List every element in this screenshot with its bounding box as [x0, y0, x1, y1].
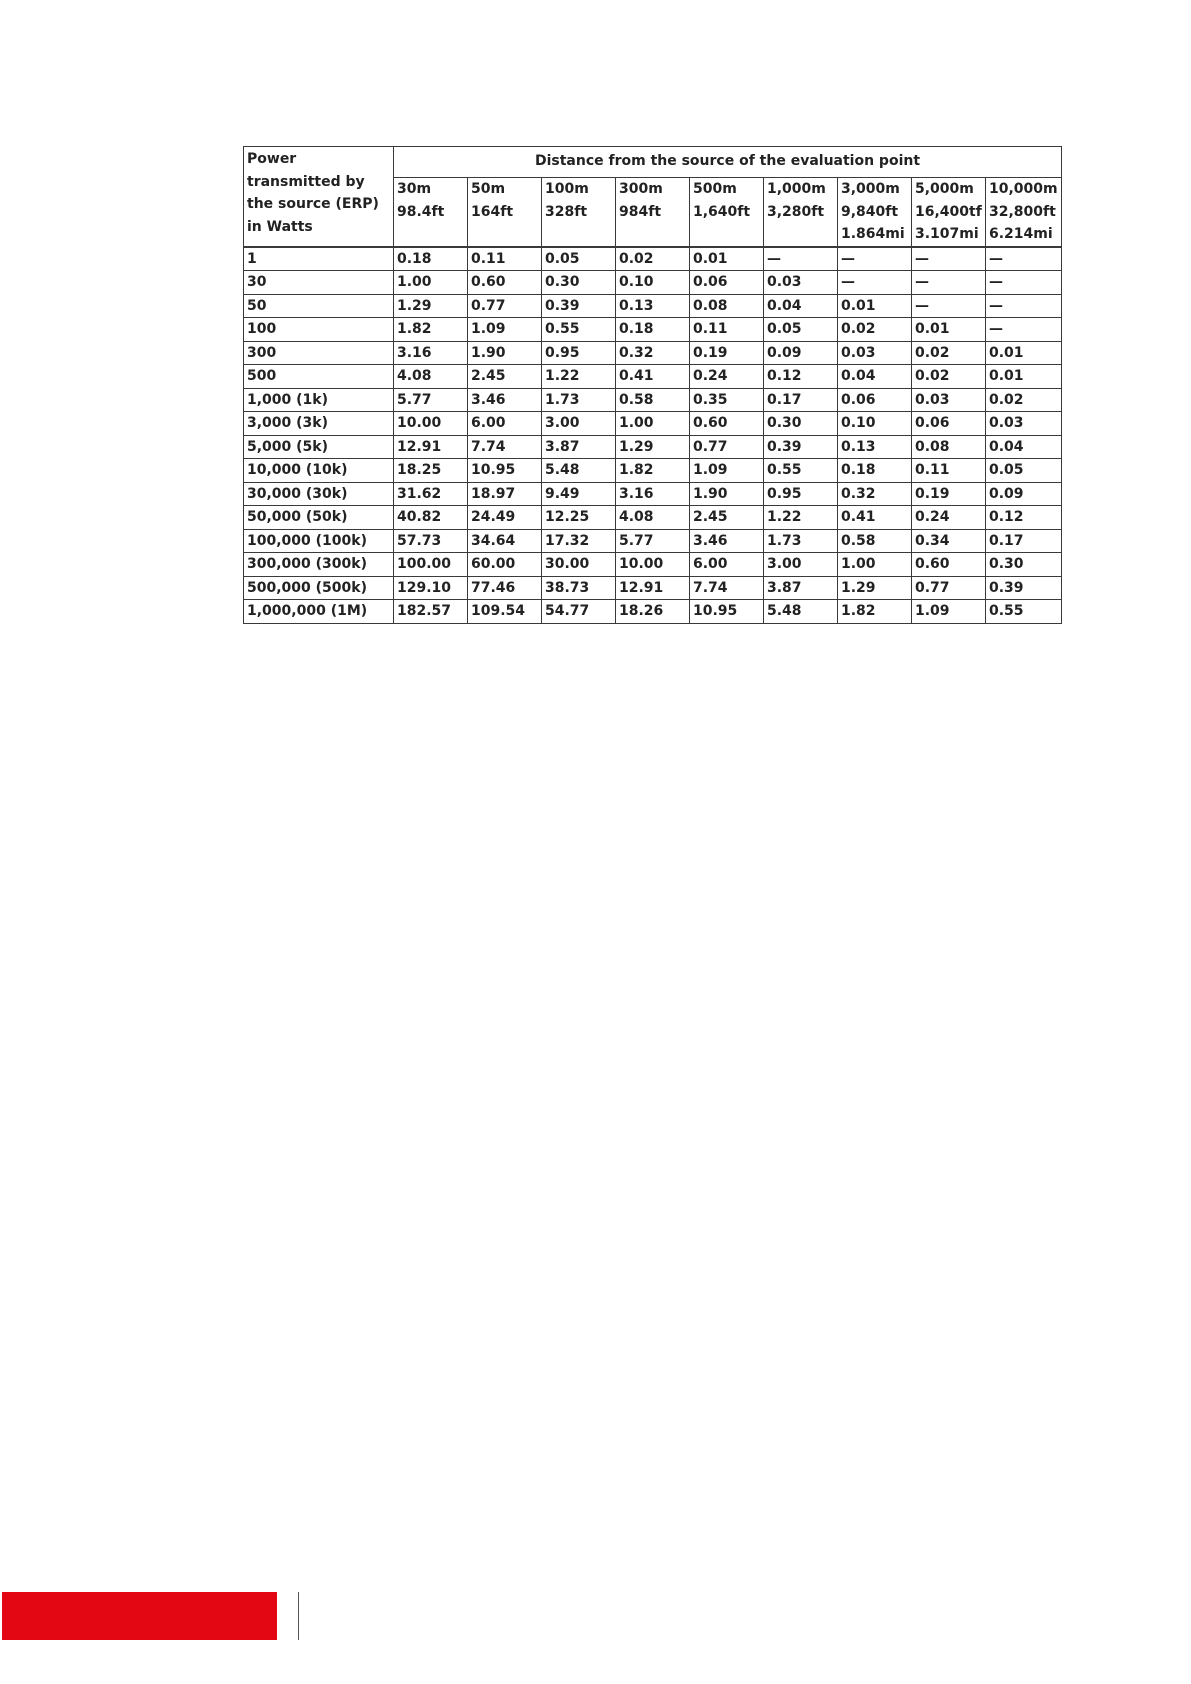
value-cell: 1.82 — [616, 459, 690, 483]
table-row — [244, 506, 1062, 530]
value-cell: 24.49 — [468, 506, 542, 530]
value-cell: 1.73 — [764, 529, 838, 553]
value-cell: 0.05 — [986, 459, 1062, 483]
value-cell: 0.77 — [912, 576, 986, 600]
value-cell: 0.95 — [764, 482, 838, 506]
table-header-row-top — [244, 147, 1062, 178]
value-cell: 5.77 — [616, 529, 690, 553]
value-cell: 1.00 — [616, 412, 690, 436]
power-column-header: Power transmitted by the source (ERP) in Watts — [244, 147, 394, 247]
value-cell: 17.32 — [542, 529, 616, 553]
value-cell: 54.77 — [542, 600, 616, 624]
value-cell: 3.87 — [764, 576, 838, 600]
value-cell: 10.00 — [616, 553, 690, 577]
value-cell: 1.22 — [764, 506, 838, 530]
value-cell: 0.12 — [986, 506, 1062, 530]
value-cell: 0.55 — [986, 600, 1062, 624]
power-cell: 300,000 (300k) — [244, 553, 394, 577]
distance-header-line: 1.864mi — [841, 226, 905, 242]
value-cell: 30.00 — [542, 553, 616, 577]
value-cell: 1.90 — [468, 341, 542, 365]
table-row — [244, 553, 1062, 577]
value-cell: 0.06 — [912, 412, 986, 436]
value-cell: 3.16 — [394, 341, 468, 365]
distance-header-line: 32,800ft — [989, 203, 1056, 220]
distance-header-line: 300m — [619, 181, 663, 197]
value-cell: — — [912, 247, 986, 271]
distance-column-header — [838, 178, 912, 247]
table-row — [244, 600, 1062, 624]
value-cell: 34.64 — [468, 529, 542, 553]
value-cell: — — [912, 271, 986, 295]
distance-header-line: 30m — [397, 181, 432, 197]
power-cell: 50 — [244, 294, 394, 318]
value-cell: 2.45 — [468, 365, 542, 389]
value-cell: 0.02 — [616, 247, 690, 271]
value-cell: 1.09 — [468, 318, 542, 342]
value-cell: 0.17 — [986, 529, 1062, 553]
value-cell: 0.10 — [616, 271, 690, 295]
value-cell: 38.73 — [542, 576, 616, 600]
value-cell: 0.18 — [616, 318, 690, 342]
value-cell: 0.58 — [616, 388, 690, 412]
value-cell: 6.00 — [690, 553, 764, 577]
footer-brand-bar — [2, 1592, 277, 1640]
distance-header-line: 164ft — [471, 203, 514, 220]
power-cell: 30 — [244, 271, 394, 295]
value-cell: 0.06 — [690, 271, 764, 295]
value-cell: 0.09 — [764, 341, 838, 365]
value-cell: 10.95 — [468, 459, 542, 483]
value-cell: 0.60 — [690, 412, 764, 436]
value-cell: 1.00 — [838, 553, 912, 577]
value-cell: 3.00 — [542, 412, 616, 436]
table-row — [244, 388, 1062, 412]
power-cell: 100 — [244, 318, 394, 342]
value-cell: 0.55 — [764, 459, 838, 483]
power-cell: 30,000 (30k) — [244, 482, 394, 506]
value-cell: 0.30 — [542, 271, 616, 295]
value-cell: 57.73 — [394, 529, 468, 553]
value-cell: 0.30 — [986, 553, 1062, 577]
value-cell: 12.25 — [542, 506, 616, 530]
value-cell: 0.32 — [616, 341, 690, 365]
value-cell: 0.41 — [838, 506, 912, 530]
table-row — [244, 576, 1062, 600]
value-cell: 2.45 — [690, 506, 764, 530]
value-cell: 1.09 — [690, 459, 764, 483]
value-cell: 0.18 — [838, 459, 912, 483]
value-cell: 31.62 — [394, 482, 468, 506]
table-row — [244, 459, 1062, 483]
value-cell: 0.32 — [838, 482, 912, 506]
value-cell: 0.05 — [764, 318, 838, 342]
distance-header-line: 100m — [545, 181, 589, 197]
distance-header-line: 6.214mi — [989, 226, 1053, 242]
value-cell: 0.39 — [986, 576, 1062, 600]
distance-column-header — [764, 178, 838, 247]
distance-column-header — [394, 178, 468, 247]
value-cell: 0.04 — [838, 365, 912, 389]
power-cell: 500 — [244, 365, 394, 389]
distance-header-line: 328ft — [545, 203, 588, 220]
value-cell: 0.17 — [764, 388, 838, 412]
value-cell: 0.02 — [838, 318, 912, 342]
power-cell: 1 — [244, 247, 394, 271]
value-cell: 77.46 — [468, 576, 542, 600]
value-cell: 6.00 — [468, 412, 542, 436]
value-cell: 0.58 — [838, 529, 912, 553]
value-cell: 1.82 — [838, 600, 912, 624]
value-cell: 5.77 — [394, 388, 468, 412]
value-cell: 0.01 — [986, 365, 1062, 389]
value-cell: 0.04 — [986, 435, 1062, 459]
distance-header-line: 5,000m — [915, 181, 974, 197]
value-cell: 0.01 — [986, 341, 1062, 365]
power-cell: 1,000,000 (1M) — [244, 600, 394, 624]
value-cell: 1.00 — [394, 271, 468, 295]
value-cell: 18.25 — [394, 459, 468, 483]
value-cell: 0.11 — [690, 318, 764, 342]
value-cell: 1.73 — [542, 388, 616, 412]
value-cell: 10.95 — [690, 600, 764, 624]
value-cell: 0.02 — [986, 388, 1062, 412]
power-cell: 10,000 (10k) — [244, 459, 394, 483]
distance-header-line: 3,000m — [841, 181, 900, 197]
value-cell: 1.90 — [690, 482, 764, 506]
distance-header-line: 984ft — [619, 203, 662, 220]
value-cell: — — [838, 247, 912, 271]
value-cell: 0.01 — [912, 318, 986, 342]
value-cell: 0.13 — [616, 294, 690, 318]
value-cell: 0.18 — [394, 247, 468, 271]
distance-header-line: 98.4ft — [397, 203, 445, 220]
value-cell: — — [986, 294, 1062, 318]
value-cell: — — [764, 247, 838, 271]
value-cell: — — [986, 247, 1062, 271]
value-cell: 0.60 — [468, 271, 542, 295]
table-row — [244, 318, 1062, 342]
value-cell: 0.03 — [764, 271, 838, 295]
value-cell: 0.05 — [542, 247, 616, 271]
value-cell: 0.01 — [690, 247, 764, 271]
value-cell: 0.39 — [764, 435, 838, 459]
value-cell: 0.24 — [690, 365, 764, 389]
distance-header-line: 3.107mi — [915, 226, 979, 242]
distance-header-line: 1,640ft — [693, 203, 751, 220]
value-cell: 3.00 — [764, 553, 838, 577]
value-cell: 0.09 — [986, 482, 1062, 506]
value-cell: — — [986, 271, 1062, 295]
value-cell: 18.97 — [468, 482, 542, 506]
table-row — [244, 365, 1062, 389]
value-cell: 60.00 — [468, 553, 542, 577]
table-row — [244, 529, 1062, 553]
value-cell: 1.29 — [394, 294, 468, 318]
value-cell: 100.00 — [394, 553, 468, 577]
value-cell: 0.03 — [912, 388, 986, 412]
value-cell: 3.46 — [690, 529, 764, 553]
value-cell: 0.08 — [690, 294, 764, 318]
distance-header-line: 500m — [693, 181, 737, 197]
value-cell: 3.16 — [616, 482, 690, 506]
distance-header-line: 10,000m — [989, 181, 1058, 197]
distance-column-header — [912, 178, 986, 247]
value-cell: 0.60 — [912, 553, 986, 577]
value-cell: 0.08 — [912, 435, 986, 459]
table-row — [244, 341, 1062, 365]
table-row — [244, 247, 1062, 271]
value-cell: 0.77 — [690, 435, 764, 459]
table-row — [244, 435, 1062, 459]
value-cell: 0.12 — [764, 365, 838, 389]
value-cell: 0.02 — [912, 341, 986, 365]
value-cell: 10.00 — [394, 412, 468, 436]
value-cell: 182.57 — [394, 600, 468, 624]
value-cell: 4.08 — [394, 365, 468, 389]
value-cell: — — [838, 271, 912, 295]
value-cell: 9.49 — [542, 482, 616, 506]
value-cell: 0.30 — [764, 412, 838, 436]
value-cell: 0.02 — [912, 365, 986, 389]
distance-column-header — [616, 178, 690, 247]
value-cell: 0.34 — [912, 529, 986, 553]
value-cell: 12.91 — [394, 435, 468, 459]
value-cell: 0.01 — [838, 294, 912, 318]
table-body — [244, 247, 1062, 624]
power-cell: 500,000 (500k) — [244, 576, 394, 600]
distance-header-line: 50m — [471, 181, 506, 197]
distance-header-line: 9,840ft — [841, 203, 899, 220]
table-row — [244, 412, 1062, 436]
value-cell: 0.03 — [986, 412, 1062, 436]
value-cell: 0.19 — [912, 482, 986, 506]
power-cell: 300 — [244, 341, 394, 365]
distance-column-header — [690, 178, 764, 247]
value-cell: 0.04 — [764, 294, 838, 318]
value-cell: 0.77 — [468, 294, 542, 318]
power-cell: 50,000 (50k) — [244, 506, 394, 530]
value-cell: 0.19 — [690, 341, 764, 365]
value-cell: 0.55 — [542, 318, 616, 342]
value-cell: 0.41 — [616, 365, 690, 389]
distance-column-header — [542, 178, 616, 247]
value-cell: 0.11 — [912, 459, 986, 483]
power-cell: 1,000 (1k) — [244, 388, 394, 412]
value-cell: 0.39 — [542, 294, 616, 318]
value-cell: 5.48 — [764, 600, 838, 624]
distance-table-container — [243, 146, 1061, 624]
power-cell: 3,000 (3k) — [244, 412, 394, 436]
value-cell: 18.26 — [616, 600, 690, 624]
distance-header-line: 16,400tf — [915, 203, 982, 220]
value-cell: 3.87 — [542, 435, 616, 459]
distance-column-header — [468, 178, 542, 247]
value-cell: 0.35 — [690, 388, 764, 412]
power-cell: 100,000 (100k) — [244, 529, 394, 553]
value-cell: 7.74 — [468, 435, 542, 459]
power-cell: 5,000 (5k) — [244, 435, 394, 459]
erp-distance-table — [243, 146, 1062, 624]
value-cell: 1.82 — [394, 318, 468, 342]
value-cell: 0.13 — [838, 435, 912, 459]
value-cell: 4.08 — [616, 506, 690, 530]
value-cell: 0.24 — [912, 506, 986, 530]
value-cell: 7.74 — [690, 576, 764, 600]
distance-column-header — [986, 178, 1062, 247]
value-cell: 129.10 — [394, 576, 468, 600]
value-cell: 1.29 — [838, 576, 912, 600]
value-cell: 40.82 — [394, 506, 468, 530]
value-cell: 1.09 — [912, 600, 986, 624]
footer-divider — [298, 1592, 299, 1640]
distance-span-header: Distance from the source of the evaluation point — [394, 147, 1062, 178]
value-cell: 0.95 — [542, 341, 616, 365]
table-row — [244, 271, 1062, 295]
value-cell: 12.91 — [616, 576, 690, 600]
value-cell: — — [912, 294, 986, 318]
table-row — [244, 294, 1062, 318]
value-cell: 3.46 — [468, 388, 542, 412]
distance-header-line: 1,000m — [767, 181, 826, 197]
value-cell: 1.22 — [542, 365, 616, 389]
value-cell: 0.11 — [468, 247, 542, 271]
value-cell: 109.54 — [468, 600, 542, 624]
value-cell: 0.03 — [838, 341, 912, 365]
table-row — [244, 482, 1062, 506]
value-cell: — — [986, 318, 1062, 342]
value-cell: 1.29 — [616, 435, 690, 459]
value-cell: 0.06 — [838, 388, 912, 412]
distance-header-line: 3,280ft — [767, 203, 825, 220]
value-cell: 0.10 — [838, 412, 912, 436]
value-cell: 5.48 — [542, 459, 616, 483]
